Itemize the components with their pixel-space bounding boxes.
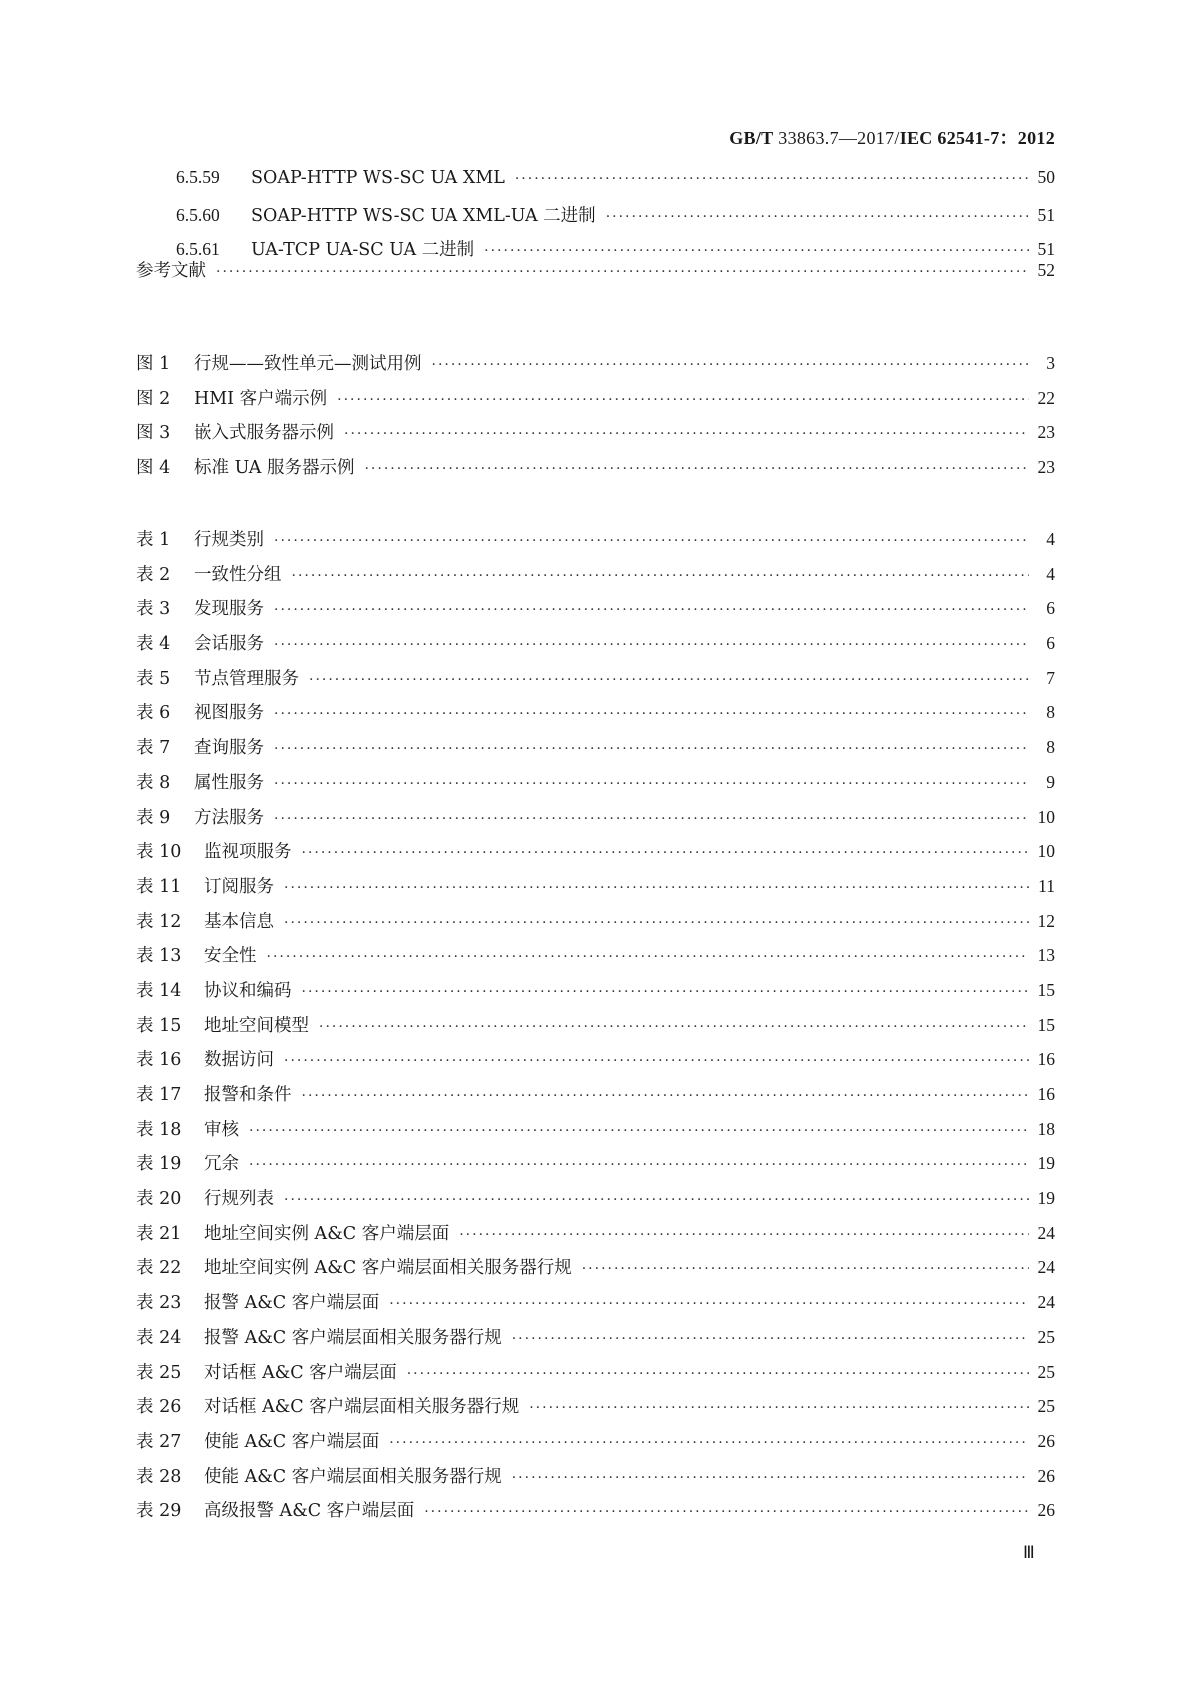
dot-leader xyxy=(606,209,1029,225)
figure-row-label xyxy=(136,454,354,479)
dot-leader xyxy=(424,1504,1029,1520)
table-row-number: 表 14 xyxy=(136,980,182,1001)
table-row[interactable] xyxy=(136,1185,1055,1220)
dot-leader xyxy=(274,811,1029,827)
table-row-label xyxy=(136,1254,572,1279)
table-row-number: 表 26 xyxy=(136,1397,182,1418)
dot-leader xyxy=(459,1227,1029,1243)
table-row[interactable] xyxy=(136,630,1055,665)
table-row-label xyxy=(136,1081,292,1106)
page-number: 24 xyxy=(1037,1257,1055,1278)
table-row[interactable] xyxy=(136,1428,1055,1463)
table-row-title: 视图服务 xyxy=(194,703,264,724)
page-number: 22 xyxy=(1037,387,1055,408)
table-row[interactable] xyxy=(136,804,1055,839)
table-row-number: 表 19 xyxy=(136,1154,182,1175)
page-number: 26 xyxy=(1037,1465,1055,1486)
document-header xyxy=(729,124,1055,150)
figure-row-title: HMI 客户端示例 xyxy=(194,388,328,409)
table-row-title: 冗余 xyxy=(204,1154,239,1175)
toc-row[interactable] xyxy=(136,257,1055,292)
table-row[interactable] xyxy=(136,1324,1055,1359)
subsection-row-label xyxy=(136,202,596,227)
table-row-label xyxy=(136,1012,309,1037)
iec-reference: IEC 62541-7：2012 xyxy=(899,128,1055,148)
page-number: 26 xyxy=(1037,1430,1055,1451)
table-row-number: 表 21 xyxy=(136,1223,182,1244)
table-row-number: 表 24 xyxy=(136,1327,182,1348)
table-row-number: 表 28 xyxy=(136,1466,182,1487)
page-number: 8 xyxy=(1046,737,1055,758)
subsection-row-title: SOAP-HTTP WS-SC UA XML xyxy=(251,168,505,188)
table-row-title: 订阅服务 xyxy=(204,876,274,897)
page-number: 11 xyxy=(1038,875,1055,896)
page-number: 24 xyxy=(1037,1222,1055,1243)
table-row-number: 表 10 xyxy=(136,842,182,863)
table-row-number: 表 7 xyxy=(136,738,171,759)
subsection-row-title: SOAP-HTTP WS-SC UA XML-UA 二进制 xyxy=(251,205,596,226)
page-number: 19 xyxy=(1037,1153,1055,1174)
table-row[interactable] xyxy=(136,1289,1055,1324)
table-row-label xyxy=(136,1428,379,1453)
dot-leader xyxy=(319,1019,1029,1035)
table-row-title: 地址空间模型 xyxy=(204,1015,309,1036)
table-row-label xyxy=(136,1185,274,1210)
dot-leader xyxy=(274,706,1029,722)
table-row-title: 对话框 A&C 客户端层面 xyxy=(204,1362,397,1383)
page-number: 15 xyxy=(1037,979,1055,1000)
subsection-list xyxy=(136,167,1055,271)
dot-leader xyxy=(432,357,1030,373)
table-row-label xyxy=(136,1150,239,1175)
page-number: 25 xyxy=(1037,1361,1055,1382)
dot-leader xyxy=(515,171,1029,187)
figure-list xyxy=(136,350,1055,489)
page-number: 52 xyxy=(1037,260,1055,280)
figure-row-label xyxy=(136,419,334,444)
page-number: 10 xyxy=(1037,806,1055,827)
subsection-row-number: 6.5.59 xyxy=(176,167,220,187)
dot-leader xyxy=(249,1123,1029,1139)
footer-page-number: Ⅲ xyxy=(1023,1543,1035,1562)
table-row-number: 表 18 xyxy=(136,1119,182,1140)
table-row-title: 使能 A&C 客户端层面 xyxy=(204,1431,380,1452)
table-row-title: 地址空间实例 A&C 客户端层面相关服务器行规 xyxy=(204,1258,572,1279)
dot-leader xyxy=(512,1331,1029,1347)
figure-row-number: 图 2 xyxy=(136,388,171,409)
page-number: 51 xyxy=(1037,204,1055,225)
subsection-row-number: 6.5.61 xyxy=(176,239,220,260)
table-row[interactable] xyxy=(136,1393,1055,1428)
dot-leader xyxy=(274,776,1029,792)
table-row[interactable] xyxy=(136,769,1055,804)
bibliography-title: 参考文献 xyxy=(136,261,206,281)
page-number: 16 xyxy=(1037,1049,1055,1070)
table-row[interactable] xyxy=(136,1220,1055,1255)
dot-leader xyxy=(284,915,1029,931)
table-row-number: 表 5 xyxy=(136,668,171,689)
table-row-title: 地址空间实例 A&C 客户端层面 xyxy=(204,1223,450,1244)
standard-code: GB/T xyxy=(729,128,774,148)
figure-row[interactable] xyxy=(136,385,1055,420)
table-row-number: 表 29 xyxy=(136,1501,182,1522)
table-row[interactable] xyxy=(136,699,1055,734)
table-row-title: 协议和编码 xyxy=(204,980,292,1001)
dot-leader xyxy=(274,637,1029,653)
page-number: 23 xyxy=(1037,457,1055,478)
table-row-number: 表 3 xyxy=(136,599,171,620)
table-row-number: 表 8 xyxy=(136,772,171,793)
table-row[interactable] xyxy=(136,665,1055,700)
table-row-label xyxy=(136,595,264,620)
table-row-title: 节点管理服务 xyxy=(194,668,299,689)
figure-row-number: 图 3 xyxy=(136,423,171,444)
table-row[interactable] xyxy=(136,1012,1055,1047)
table-row-number: 表 17 xyxy=(136,1085,182,1105)
dot-leader xyxy=(407,1366,1029,1382)
table-row-number: 表 25 xyxy=(136,1362,182,1383)
page-number: 4 xyxy=(1046,563,1055,584)
table-row-label xyxy=(136,769,264,794)
figure-row-title: 嵌入式服务器示例 xyxy=(194,423,334,444)
page-number: 24 xyxy=(1037,1292,1055,1313)
table-row[interactable] xyxy=(136,526,1055,561)
table-row[interactable] xyxy=(136,908,1055,943)
figure-row[interactable] xyxy=(136,350,1055,385)
subsection-row[interactable] xyxy=(136,202,1055,237)
table-row-title: 行规类别 xyxy=(194,530,264,550)
table-row-title: 对话框 A&C 客户端层面相关服务器行规 xyxy=(204,1397,520,1418)
table-row-label xyxy=(136,699,264,724)
page-number: 16 xyxy=(1037,1084,1055,1104)
table-row-label xyxy=(136,526,264,551)
table-row[interactable] xyxy=(136,1497,1055,1532)
table-row-title: 查询服务 xyxy=(194,738,264,759)
dot-leader xyxy=(389,1435,1029,1451)
subsection-row-number: 6.5.60 xyxy=(176,204,220,225)
table-row[interactable] xyxy=(136,1463,1055,1498)
figure-row-label xyxy=(136,350,422,375)
table-row-label xyxy=(136,1220,449,1245)
page-number: 10 xyxy=(1037,841,1055,862)
figure-row-label xyxy=(136,385,327,410)
page-number: 7 xyxy=(1046,667,1055,688)
table-row-label xyxy=(136,630,264,655)
dot-leader xyxy=(582,1261,1029,1277)
dot-leader xyxy=(364,461,1029,477)
table-row-number: 表 27 xyxy=(136,1431,182,1452)
subsection-row[interactable] xyxy=(136,167,1055,202)
page-number: 23 xyxy=(1037,422,1055,443)
table-row-number: 表 6 xyxy=(136,703,171,724)
table-row-title: 一致性分组 xyxy=(194,564,282,585)
page-number: 25 xyxy=(1037,1326,1055,1347)
table-row-title: 监视项服务 xyxy=(204,842,292,863)
table-row-title: 属性服务 xyxy=(194,772,264,793)
page-number: 25 xyxy=(1037,1396,1055,1417)
page-number: 3 xyxy=(1046,353,1055,373)
table-row-number: 表 22 xyxy=(136,1258,182,1279)
dot-leader xyxy=(344,426,1029,442)
dot-leader xyxy=(529,1400,1029,1416)
page-number: 13 xyxy=(1037,945,1055,966)
dot-leader xyxy=(284,880,1029,896)
figure-row-number: 图 1 xyxy=(136,354,171,374)
figure-row[interactable] xyxy=(136,454,1055,489)
subsection-row-title: UA-TCP UA-SC UA 二进制 xyxy=(251,240,475,261)
page-number: 15 xyxy=(1037,1014,1055,1035)
dot-leader xyxy=(337,392,1029,408)
table-row-label xyxy=(136,1116,239,1141)
dot-leader xyxy=(389,1296,1029,1312)
bibliography-entry xyxy=(136,257,1055,292)
table-row-number: 表 9 xyxy=(136,807,171,828)
table-row-number: 表 2 xyxy=(136,564,171,585)
dot-leader xyxy=(309,672,1029,688)
dot-leader xyxy=(302,984,1030,1000)
table-row[interactable] xyxy=(136,1150,1055,1185)
dot-leader xyxy=(274,533,1029,549)
table-row[interactable] xyxy=(136,1046,1055,1081)
table-row-label xyxy=(136,977,292,1002)
table-row[interactable] xyxy=(136,1081,1055,1116)
table-list xyxy=(136,526,1055,1532)
table-row-label xyxy=(136,838,292,863)
page-number: 50 xyxy=(1037,167,1055,187)
page-number: 9 xyxy=(1046,771,1055,792)
table-row-title: 方法服务 xyxy=(194,807,264,828)
table-row-label xyxy=(136,1046,274,1071)
table-row-label xyxy=(136,1497,414,1522)
table-row-number: 表 4 xyxy=(136,634,171,655)
table-row-number: 表 1 xyxy=(136,530,171,550)
table-row-label xyxy=(136,1463,502,1488)
table-row-number: 表 13 xyxy=(136,946,182,967)
page-number: 4 xyxy=(1046,529,1055,549)
dot-leader xyxy=(292,568,1030,584)
table-row-label xyxy=(136,1359,397,1384)
table-row-number: 表 15 xyxy=(136,1015,182,1036)
table-row[interactable] xyxy=(136,595,1055,630)
page-number: 19 xyxy=(1037,1188,1055,1209)
table-row-title: 报警 A&C 客户端层面相关服务器行规 xyxy=(204,1327,502,1348)
standard-number: 33863.7—2017/ xyxy=(778,128,900,148)
dot-leader xyxy=(284,1192,1029,1208)
dot-leader xyxy=(302,845,1030,861)
table-row-number: 表 20 xyxy=(136,1189,182,1210)
page-number: 6 xyxy=(1046,598,1055,619)
dot-leader xyxy=(216,264,1029,280)
table-row-title: 高级报警 A&C 客户端层面 xyxy=(204,1501,415,1522)
table-row-title: 报警和条件 xyxy=(204,1085,292,1105)
table-row[interactable] xyxy=(136,873,1055,908)
dot-leader xyxy=(249,1157,1029,1173)
table-row-label xyxy=(136,873,274,898)
table-row-title: 报警 A&C 客户端层面 xyxy=(204,1293,380,1314)
table-row-title: 行规列表 xyxy=(204,1189,274,1210)
table-row-label xyxy=(136,942,257,967)
table-row-label xyxy=(136,665,299,690)
page-number: 51 xyxy=(1037,239,1055,260)
page-number: 6 xyxy=(1046,633,1055,654)
figure-row-title: 标准 UA 服务器示例 xyxy=(194,458,355,479)
dot-leader xyxy=(284,1053,1029,1069)
table-row[interactable] xyxy=(136,1116,1055,1151)
table-row-number: 表 16 xyxy=(136,1050,182,1071)
table-row[interactable] xyxy=(136,838,1055,873)
page-number: 12 xyxy=(1037,910,1055,931)
table-row-title: 审核 xyxy=(204,1119,239,1140)
table-row-title: 基本信息 xyxy=(204,911,274,932)
table-row[interactable] xyxy=(136,1359,1055,1394)
table-row-number: 表 23 xyxy=(136,1293,182,1314)
dot-leader xyxy=(302,1088,1030,1104)
table-row-title: 发现服务 xyxy=(194,599,264,620)
table-row-number: 表 12 xyxy=(136,911,182,932)
page-number: 26 xyxy=(1037,1500,1055,1521)
table-row[interactable] xyxy=(136,977,1055,1012)
dot-leader xyxy=(512,1470,1029,1486)
dot-leader xyxy=(267,949,1030,965)
table-row-label xyxy=(136,734,264,759)
table-row-title: 数据访问 xyxy=(204,1050,274,1071)
table-row-number: 表 11 xyxy=(136,876,182,897)
page-number: 8 xyxy=(1046,702,1055,723)
table-row-label xyxy=(136,908,274,933)
dot-leader xyxy=(274,741,1029,757)
figure-row-title: 行规——致性单元—测试用例 xyxy=(194,354,422,374)
table-row-title: 会话服务 xyxy=(194,634,264,655)
subsection-row-label xyxy=(136,167,505,188)
table-row-label xyxy=(136,1393,519,1418)
table-row[interactable] xyxy=(136,1254,1055,1289)
table-row[interactable] xyxy=(136,734,1055,769)
table-row-label xyxy=(136,561,282,586)
figure-row-number: 图 4 xyxy=(136,458,171,479)
table-row[interactable] xyxy=(136,942,1055,977)
figure-row[interactable] xyxy=(136,419,1055,454)
page-number: 18 xyxy=(1037,1118,1055,1139)
table-row-label xyxy=(136,1289,379,1314)
table-row-title: 安全性 xyxy=(204,946,257,967)
dot-leader xyxy=(274,602,1029,618)
table-row-title: 使能 A&C 客户端层面相关服务器行规 xyxy=(204,1466,502,1487)
table-row[interactable] xyxy=(136,561,1055,596)
table-row-label xyxy=(136,1324,502,1349)
table-row-label xyxy=(136,804,264,829)
